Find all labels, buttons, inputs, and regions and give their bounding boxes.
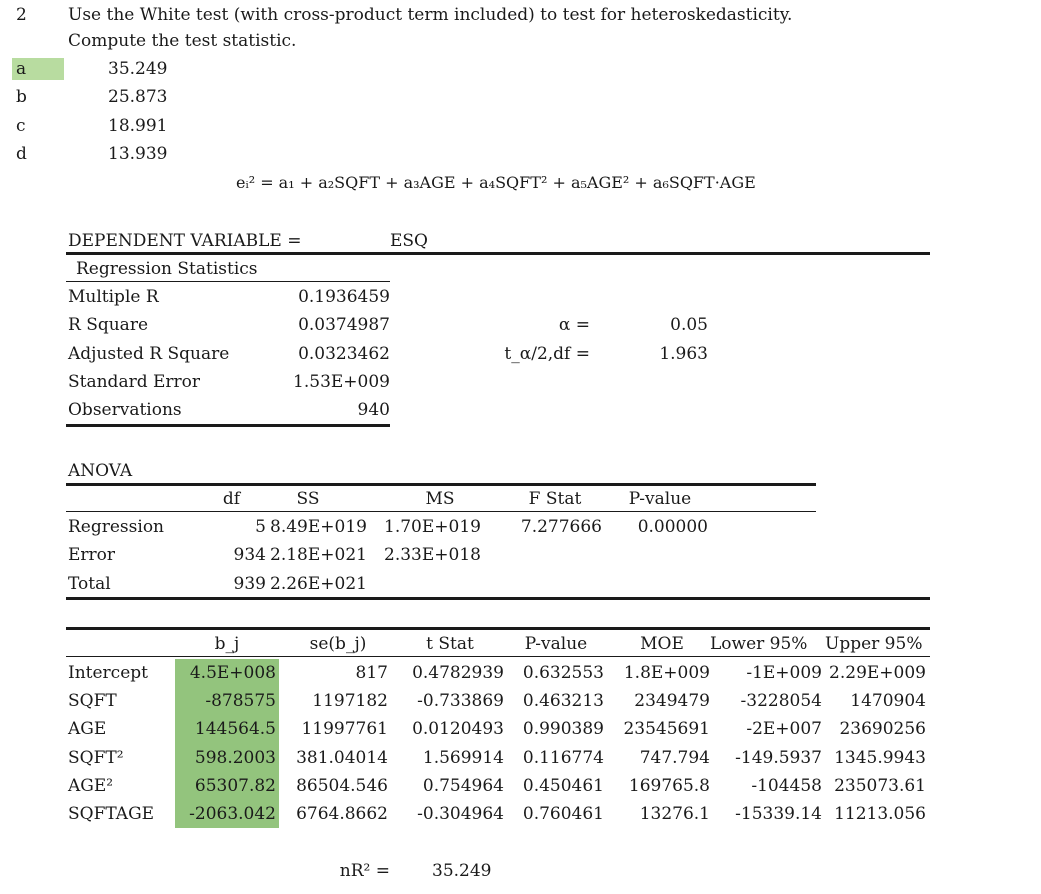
coef-cell: 23690256 [839, 719, 926, 739]
option-letter-a[interactable]: a [16, 59, 27, 79]
dependent-variable-value: ESQ [390, 231, 428, 251]
coef-cell-bj: 598.2003 [194, 748, 276, 768]
coef-cell: 0.116774 [522, 748, 604, 768]
coef-cell: 0.463213 [522, 691, 604, 711]
coef-cell: -3228054 [740, 691, 822, 711]
coef-cell: 11997761 [301, 719, 388, 739]
t-critical-value: 1.963 [659, 344, 708, 364]
coef-cell: -1E+009 [746, 663, 822, 683]
coef-cell: 1.8E+009 [623, 663, 710, 683]
coef-row-label: AGE [68, 719, 107, 739]
coef-cell: 169765.8 [628, 776, 710, 796]
anova-cell: 5 [255, 517, 266, 537]
coef-cell: 2349479 [634, 691, 710, 711]
coef-cell: 235073.61 [834, 776, 926, 796]
anova-cell: 7.277666 [520, 517, 602, 537]
coef-cell: 0.760461 [522, 804, 604, 824]
anova-cell: 939 [233, 574, 266, 594]
anova-bottom-rule [66, 597, 930, 600]
dependent-variable-label: DEPENDENT VARIABLE = [68, 231, 302, 251]
anova-header-fstat: F Stat [528, 489, 582, 509]
option-value-b[interactable]: 25.873 [108, 87, 168, 107]
anova-header-pvalue: P-value [628, 489, 692, 509]
top-rule [66, 252, 930, 255]
option-letter-d[interactable]: d [16, 144, 27, 164]
regstat-value: 1.53E+009 [293, 372, 390, 392]
alpha-label: α = [558, 315, 590, 335]
regstat-value: 0.0323462 [298, 344, 390, 364]
nr2-value: 35.249 [432, 861, 492, 881]
coef-cell: 0.632553 [522, 663, 604, 683]
coef-cell: 6764.8662 [296, 804, 388, 824]
coef-row-label: SQFTAGE [68, 804, 155, 824]
regstats-bottom-rule [66, 424, 390, 427]
coef-header-upper95: Upper 95% [825, 634, 923, 654]
coef-cell: -15339.14 [735, 804, 822, 824]
coef-cell-bj: -878575 [205, 691, 276, 711]
anova-cell: 8.49E+019 [270, 517, 367, 537]
question-number: 2 [16, 5, 27, 25]
regression-statistics-title: Regression Statistics [76, 259, 258, 279]
question-text-line1: Use the White test (with cross-product term included) to test for heteroskedasticity. [68, 5, 793, 25]
alpha-value: 0.05 [670, 315, 708, 335]
coef-header-bj: b_j [214, 634, 240, 654]
coef-header-pvalue: P-value [524, 634, 588, 654]
anova-row-label: Total [68, 574, 111, 594]
coef-cell-bj: 144564.5 [194, 719, 276, 739]
anova-row-label: Error [68, 545, 116, 565]
coef-cell-bj: -2063.042 [189, 804, 276, 824]
regstat-value: 0.1936459 [298, 287, 390, 307]
anova-header-ss: SS [296, 489, 320, 509]
coef-cell: 0.4782939 [412, 663, 504, 683]
anova-header-rule [66, 511, 816, 512]
coef-cell: 381.04014 [296, 748, 388, 768]
regstat-label: R Square [68, 315, 149, 335]
coef-cell: 0.0120493 [412, 719, 504, 739]
anova-cell: 2.26E+021 [270, 574, 367, 594]
anova-row-label: Regression [68, 517, 164, 537]
regstat-label: Adjusted R Square [68, 344, 230, 364]
coef-top-rule [66, 627, 930, 630]
coef-row-label: SQFT² [68, 748, 124, 768]
anova-top-rule [66, 483, 816, 486]
coef-cell: 86504.546 [296, 776, 388, 796]
coef-header-rule [66, 656, 930, 657]
coef-cell-bj: 4.5E+008 [189, 663, 276, 683]
coef-header-tstat: t Stat [426, 634, 474, 654]
option-letter-b[interactable]: b [16, 87, 27, 107]
anova-cell: 934 [233, 545, 266, 565]
anova-header-ms: MS [425, 489, 455, 509]
t-critical-label: t_α/2,df = [504, 344, 590, 364]
coef-cell: -104458 [751, 776, 822, 796]
coef-cell: 0.450461 [522, 776, 604, 796]
coef-cell-bj: 65307.82 [194, 776, 276, 796]
coef-cell: 2.29E+009 [829, 663, 926, 683]
option-value-d[interactable]: 13.939 [108, 144, 168, 164]
coef-cell: 23545691 [623, 719, 710, 739]
anova-cell: 2.18E+021 [270, 545, 367, 565]
coef-cell: -149.5937 [735, 748, 822, 768]
coef-header-lower95: Lower 95% [710, 634, 808, 654]
regstat-label: Observations [68, 400, 182, 420]
coef-cell: 1.569914 [422, 748, 504, 768]
coef-header-se: se(b_j) [309, 634, 367, 654]
coef-cell: -0.304964 [417, 804, 504, 824]
coef-cell: -2E+007 [746, 719, 822, 739]
coef-cell: 747.794 [639, 748, 710, 768]
anova-cell: 2.33E+018 [384, 545, 481, 565]
regstat-value: 0.0374987 [298, 315, 390, 335]
regstat-value: 940 [357, 400, 390, 420]
coef-cell: 0.990389 [522, 719, 604, 739]
coef-cell: 1197182 [312, 691, 388, 711]
question-text-line2: Compute the test statistic. [68, 31, 297, 51]
coef-cell: 817 [355, 663, 388, 683]
anova-title: ANOVA [68, 461, 133, 481]
coef-row-label: AGE² [68, 776, 114, 796]
anova-header-df: df [222, 489, 240, 509]
coef-cell: -0.733869 [417, 691, 504, 711]
regstats-header-rule [66, 281, 390, 282]
regstat-label: Multiple R [68, 287, 159, 307]
nr2-label: nR² = [339, 861, 390, 881]
coef-cell: 11213.056 [834, 804, 926, 824]
coef-row-label: SQFT [68, 691, 117, 711]
coef-cell: 13276.1 [639, 804, 710, 824]
coef-cell: 1470904 [850, 691, 926, 711]
coef-header-moe: MOE [640, 634, 684, 654]
option-value-c[interactable]: 18.991 [108, 116, 168, 136]
regstat-label: Standard Error [68, 372, 201, 392]
anova-cell: 0.00000 [637, 517, 708, 537]
option-value-a[interactable]: 35.249 [108, 59, 168, 79]
option-letter-c[interactable]: c [16, 116, 26, 136]
coef-cell: 0.754964 [422, 776, 504, 796]
regression-equation: eᵢ² = a₁ + a₂SQFT + a₃AGE + a₄SQFT² + a₅AGE² + a₆SQFT·AGE [236, 173, 756, 192]
anova-cell: 1.70E+019 [384, 517, 481, 537]
coef-cell: 1345.9943 [834, 748, 926, 768]
coef-row-label: Intercept [68, 663, 148, 683]
